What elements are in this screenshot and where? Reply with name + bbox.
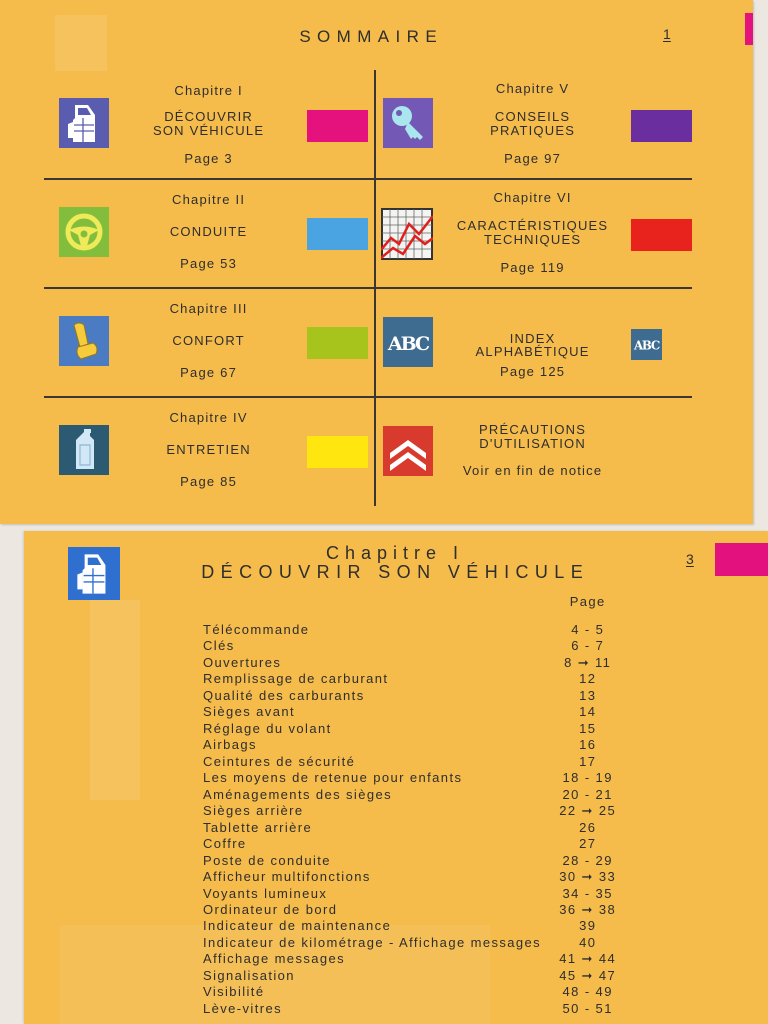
toc-row [24,655,768,671]
toc-entry-pages: 6 - 7 [571,638,605,654]
chapter-color-swatch [631,219,692,251]
chapter-color-swatch [307,327,368,359]
chapter-page: Page 53 [180,256,238,271]
citroen-chevrons-icon [383,426,433,476]
chapter-entry-2 [0,179,375,288]
toc-entry-pages: 50 - 51 [562,1000,613,1016]
toc-row [24,984,768,1000]
chapter-entry-6 [375,179,753,288]
toc-entry-pages: 13 [579,687,597,703]
toc-entry-label: Ordinateur de bord [203,901,338,917]
toc-entry-pages: 14 [579,704,597,720]
toc-row [24,869,768,885]
toc-entry-label: Ceintures de sécurité [203,753,356,769]
toc-entry-label: Indicateur de kilométrage - Affichage messages [203,934,542,950]
page-title: SOMMAIRE [299,27,444,46]
toc-row [24,853,768,869]
toc-row [24,902,768,918]
chapter-number: Chapitre V [495,81,570,96]
toc-row [24,820,768,836]
toc-entry-pages: 22 ➞ 25 [559,803,617,819]
toc-entry-pages: 15 [579,720,597,736]
toc-row [24,803,768,819]
page-column-header: Page [569,594,606,609]
toc-entry-pages: 4 - 5 [571,622,605,637]
chapter-title: DÉCOUVRIR SON VÉHICULE [201,562,590,582]
chapter-color-swatch [307,218,368,250]
toc-row [24,671,768,687]
toc-entry-label: Réglage du volant [203,720,332,736]
precautions-entry [375,397,753,506]
toc-row [24,754,768,770]
toc-row [24,737,768,753]
chapter-color-swatch [307,436,368,468]
toc-entry-pages: 39 [579,918,597,934]
toc-entry-pages: 41 ➞ 44 [559,951,617,967]
precautions-page: Voir en fin de notice [462,463,603,478]
toc-entry-pages: 26 [579,819,597,835]
chapter-title: CONSEILS [494,109,571,124]
toc-entry-label: Les moyens de retenue pour enfants [203,770,463,786]
chapter-title: CONFORT [172,333,245,348]
chapter-entry-1 [0,70,375,179]
toc-row [24,704,768,720]
toc-entry-label: Afficheur multifonctions [203,869,371,885]
steering-wheel-icon [59,207,109,257]
toc-entry-label: Sièges arrière [203,803,304,819]
chapter-title: PRATIQUES [490,123,576,138]
chapter-page: Page 119 [500,260,565,275]
toc-entry-label: Tablette arrière [203,819,313,835]
toc-entry-pages: 40 [579,934,597,950]
chapter-title: ENTRETIEN [166,442,251,457]
svg-text:ABC: ABC [387,333,429,355]
toc-entry-pages: 18 - 19 [562,770,613,786]
chapter-page: Page 67 [180,365,238,380]
toc-entry-pages: 8 ➞ 11 [564,654,612,670]
toc-row [24,918,768,934]
chapter-color-swatch [631,110,692,142]
chapter-contents-page [24,531,768,1024]
toc-entry-label: Télécommande [203,622,310,637]
toc-entry-label: Poste de conduite [203,852,331,868]
toc-entry-label: Clés [203,638,235,654]
abc-icon [383,317,433,367]
toc-list [24,622,768,1017]
toc-entry-label: Aménagements des sièges [203,786,393,802]
toc-row [24,935,768,951]
chapter-tab [715,543,768,576]
toc-entry-label: Sièges avant [203,704,295,720]
toc-entry-pages: 28 - 29 [562,852,613,868]
toc-row [24,721,768,737]
chart-icon [381,208,433,260]
chapter-number: Chapitre I [325,543,465,563]
chapter-title: CONDUITE [169,224,248,239]
chapter-tab [745,13,753,45]
toc-entry-label: Lève-vitres [203,1000,282,1016]
toc-row [24,968,768,984]
index-title: ALPHABÉTIQUE [475,344,590,359]
chapter-page: Page 3 [184,151,233,166]
toc-entry-label: Remplissage de carburant [203,671,389,687]
toc-entry-pages: 27 [579,836,597,852]
chapter-title: TECHNIQUES [483,232,582,247]
toc-row [24,951,768,967]
toc-row [24,886,768,902]
chapter-entry-5 [375,70,753,179]
chapter-entry-3 [0,288,375,397]
precautions-title: D'UTILISATION [479,436,586,451]
toc-entry-pages: 16 [579,737,597,753]
chapter-title: SON VÉHICULE [152,123,265,138]
toc-entry-pages: 48 - 49 [562,984,613,1000]
chapter-color-swatch [307,110,368,142]
toc-row [24,787,768,803]
chapter-number: Chapitre III [169,301,248,316]
toc-row [24,688,768,704]
chapter-page: Page 85 [180,474,238,489]
chapter-page: Page 97 [504,151,562,166]
toc-entry-pages: 36 ➞ 38 [559,901,617,917]
oil-canister-icon [59,425,109,475]
toc-entry-label: Visibilité [203,984,265,1000]
toc-entry-pages: 17 [579,753,597,769]
toc-entry-label: Indicateur de maintenance [203,918,392,934]
toc-entry-label: Coffre [203,836,247,852]
toc-row [24,638,768,654]
toc-row [24,622,768,638]
toc-entry-label: Airbags [203,737,257,753]
index-title: INDEX [509,331,556,346]
toc-entry-pages: 45 ➞ 47 [559,967,617,983]
toc-entry-pages: 30 ➞ 33 [559,869,617,885]
chapter-entry-4 [0,397,375,506]
toc-row [24,770,768,786]
toc-row [24,1001,768,1017]
toc-entry-pages: 12 [579,671,597,687]
svg-text:ABC: ABC [634,338,659,353]
chapter-number: Chapitre VI [493,190,572,205]
vehicle-icon [59,98,109,148]
seat-icon [59,316,109,366]
chapter-title: CARACTÉRISTIQUES [456,218,609,233]
chapter-number: Chapitre IV [169,410,248,425]
chapter-number: Chapitre II [172,192,246,207]
index-entry [375,288,753,397]
chapter-number: Chapitre I [174,83,243,98]
toc-entry-label: Qualité des carburants [203,687,365,703]
page-number: 3 [686,551,694,567]
key-icon [383,98,433,148]
toc-entry-label: Signalisation [203,967,295,983]
toc-entry-pages: 20 - 21 [562,786,613,802]
chapter-title: DÉCOUVRIR [164,109,253,124]
abc-icon [631,329,662,360]
toc-row [24,836,768,852]
index-page: Page 125 [499,364,566,379]
toc-entry-pages: 34 - 35 [562,885,613,901]
toc-entry-label: Ouvertures [203,654,282,670]
toc-entry-label: Voyants lumineux [203,885,328,901]
page-number: 1 [663,26,671,42]
precautions-title: PRÉCAUTIONS [479,422,587,437]
toc-entry-label: Affichage messages [203,951,346,967]
